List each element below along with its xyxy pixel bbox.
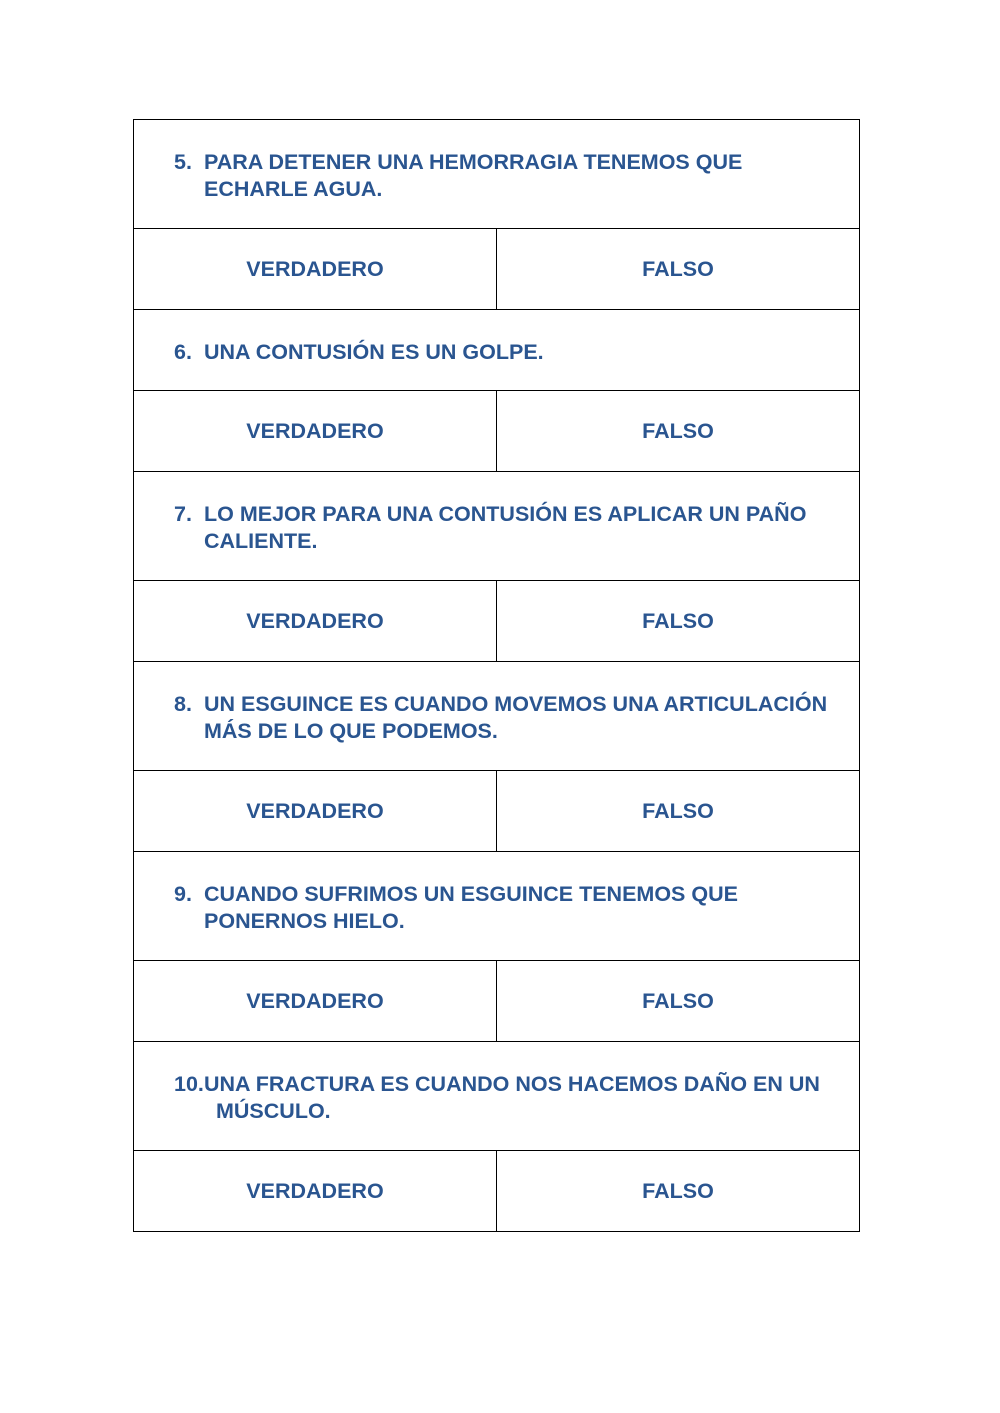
answer-row-10 [134, 1151, 860, 1232]
question-text: UN ESGUINCE ES CUANDO MOVEMOS UNA ARTICULACIÓN MÁS DE LO QUE PODEMOS. [204, 692, 828, 743]
question-number: 9. [174, 882, 192, 906]
question-number: 8. [174, 692, 192, 716]
question-row-7 [134, 472, 860, 581]
true-option[interactable]: VERDADERO [134, 1151, 497, 1232]
question-text: CUANDO SUFRIMOS UN ESGUINCE TENEMOS QUE PONERNOS HIELO. [204, 882, 738, 933]
true-option[interactable]: VERDADERO [134, 391, 497, 472]
true-option[interactable]: VERDADERO [134, 581, 497, 662]
false-option[interactable]: FALSO [497, 1151, 860, 1232]
true-option[interactable]: VERDADERO [134, 229, 497, 310]
question-row-10 [134, 1042, 860, 1151]
question-row-8 [134, 662, 860, 771]
quiz-table [133, 119, 860, 1232]
question-number: 5. [174, 150, 192, 174]
true-option[interactable]: VERDADERO [134, 961, 497, 1042]
answer-row-9 [134, 961, 860, 1042]
question-number: 6. [174, 340, 192, 364]
false-option[interactable]: FALSO [497, 391, 860, 472]
question-number: 7. [174, 502, 192, 526]
question-text: LO MEJOR PARA UNA CONTUSIÓN ES APLICAR UN PAÑO CALIENTE. [204, 502, 807, 553]
question-row-6 [134, 310, 860, 391]
question-row-5 [134, 120, 860, 229]
answer-row-7 [134, 581, 860, 662]
question-number: 10. [174, 1072, 204, 1096]
false-option[interactable]: FALSO [497, 581, 860, 662]
question-row-9 [134, 852, 860, 961]
false-option[interactable]: FALSO [497, 771, 860, 852]
question-text: UNA FRACTURA ES CUANDO NOS HACEMOS DAÑO EN UN MÚSCULO. [204, 1072, 820, 1123]
question-text: UNA CONTUSIÓN ES UN GOLPE. [204, 340, 544, 364]
answer-row-8 [134, 771, 860, 852]
false-option[interactable]: FALSO [497, 229, 860, 310]
true-option[interactable]: VERDADERO [134, 771, 497, 852]
answer-row-6 [134, 391, 860, 472]
answer-row-5 [134, 229, 860, 310]
false-option[interactable]: FALSO [497, 961, 860, 1042]
question-text: PARA DETENER UNA HEMORRAGIA TENEMOS QUE ECHARLE AGUA. [204, 150, 743, 201]
